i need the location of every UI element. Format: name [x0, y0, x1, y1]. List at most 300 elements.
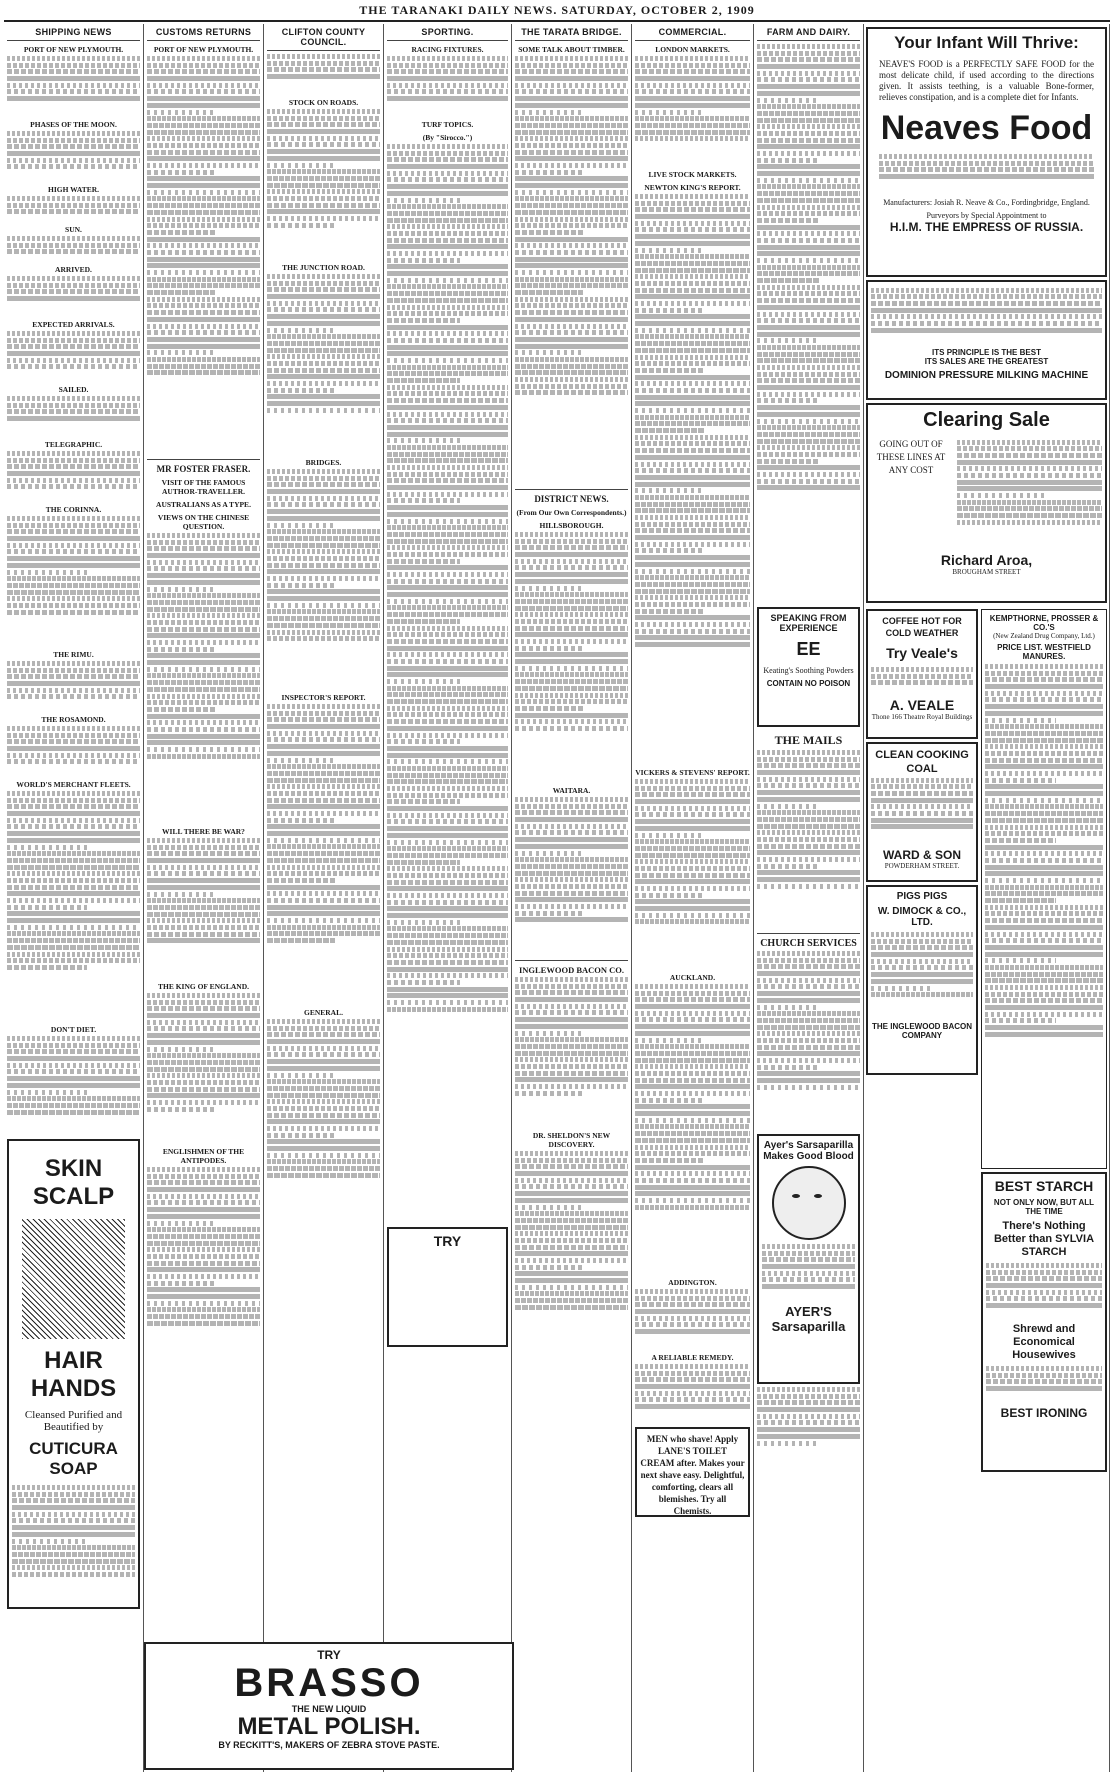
text-line — [635, 214, 750, 219]
text-line — [7, 804, 140, 809]
text-line — [147, 1200, 260, 1205]
text-line — [147, 720, 260, 725]
text-line — [267, 469, 380, 474]
text-line — [267, 529, 380, 534]
text-line — [387, 458, 508, 463]
text-line — [267, 536, 380, 541]
text-line — [515, 89, 628, 94]
text-line — [985, 758, 1103, 763]
text-line — [267, 791, 380, 796]
text-line — [635, 1391, 750, 1396]
text-line — [267, 116, 380, 121]
text-line — [147, 1047, 215, 1052]
text-line — [267, 163, 335, 168]
text-line — [515, 1031, 583, 1036]
text-line — [515, 911, 583, 916]
text-line — [387, 947, 508, 952]
text-line — [387, 498, 460, 503]
text-line — [985, 985, 1103, 990]
text-line — [387, 358, 508, 363]
text-line — [7, 733, 140, 738]
text-line — [985, 838, 1056, 843]
ad-headline: HAIR HANDS — [30, 1347, 117, 1402]
text-line — [267, 401, 380, 406]
text-line — [147, 196, 260, 201]
text-line — [635, 548, 704, 553]
column-tarata — [512, 24, 632, 1772]
text-line — [515, 223, 628, 228]
text-line — [267, 885, 380, 890]
text-line — [635, 1289, 750, 1294]
subhead: VISIT OF THE FAMOUS AUTHOR-TRAVELLER. — [161, 478, 246, 496]
text-line — [7, 403, 140, 408]
text-line — [267, 784, 380, 789]
text-line — [7, 811, 140, 816]
clearing-sale-ad — [866, 403, 1107, 603]
ad-tagline: NEAVE'S FOOD is a PERFECTLY SAFE FOOD for the most delicate child, if used according to the directions given. It assists teething, is a valuable Bone-former, relieves constipation, and is a complete diet for Infants. — [879, 59, 1094, 102]
text-line — [635, 629, 750, 634]
text-line — [985, 697, 1103, 702]
text-line — [635, 589, 750, 594]
text-line — [387, 418, 508, 423]
text-line — [7, 138, 140, 143]
article-body — [515, 532, 628, 782]
text-line — [387, 157, 508, 162]
text-line — [147, 1026, 260, 1031]
text-line — [635, 1316, 750, 1321]
ad-headline: Clearing Sale — [923, 409, 1050, 431]
text-line — [635, 83, 750, 88]
text-line — [147, 938, 260, 943]
sylvia-starch-ad — [981, 1172, 1107, 1472]
text-line — [267, 771, 380, 776]
text-line — [515, 190, 628, 195]
subhead: PORT OF NEW PLYMOUTH. — [153, 45, 254, 54]
text-line — [267, 203, 380, 208]
text-line — [757, 964, 860, 969]
text-line — [147, 540, 260, 545]
text-line — [757, 171, 860, 176]
subhead: EXPECTED ARRIVALS. — [32, 320, 115, 329]
text-line — [267, 321, 380, 326]
text-line — [387, 686, 508, 691]
text-line — [147, 1321, 260, 1326]
text-line — [147, 1261, 260, 1266]
text-line — [871, 778, 973, 783]
text-line — [757, 419, 860, 424]
text-line — [985, 965, 1103, 970]
text-line — [635, 779, 750, 784]
text-line — [387, 545, 508, 550]
text-line — [387, 753, 508, 758]
text-line — [147, 925, 260, 930]
text-line — [7, 931, 140, 936]
text-line — [147, 290, 215, 295]
brasso-banner — [144, 1642, 514, 1770]
text-line — [147, 250, 260, 255]
text-line — [757, 291, 860, 296]
text-line — [267, 209, 380, 214]
text-line — [12, 1498, 135, 1503]
text-line — [757, 71, 860, 76]
article-body — [7, 396, 140, 436]
text-line — [985, 858, 1103, 863]
text-line — [7, 865, 140, 870]
text-line — [635, 1058, 750, 1063]
text-line — [515, 250, 628, 255]
text-line — [7, 688, 140, 693]
text-line — [515, 1205, 583, 1210]
text-line — [515, 639, 628, 644]
text-line — [387, 860, 460, 865]
text-line — [387, 505, 508, 510]
masthead: THE TARANAKI DAILY NEWS. SATURDAY, OCTOBER 2, 1909 — [4, 0, 1110, 22]
text-line — [635, 508, 750, 513]
text-line — [515, 884, 628, 889]
text-line — [147, 1281, 215, 1286]
text-line — [635, 826, 750, 831]
text-line — [147, 1241, 260, 1246]
text-line — [871, 308, 1102, 313]
text-line — [635, 110, 704, 115]
text-line — [387, 478, 508, 483]
text-line — [267, 381, 380, 386]
price-list — [985, 664, 1103, 1134]
text-line — [879, 167, 1094, 172]
text-line — [267, 156, 380, 161]
subhead: VIEWS ON THE CHINESE QUESTION. — [157, 513, 250, 531]
ad-address: Thone 166 Theatre Royal Buildings — [871, 713, 973, 721]
article-body — [267, 1019, 380, 1219]
text-line — [267, 811, 380, 816]
text-line — [635, 1138, 750, 1143]
text-line — [635, 1178, 750, 1183]
text-line — [147, 1221, 215, 1226]
kempthorne-ad — [981, 609, 1107, 1169]
text-line — [986, 1270, 1102, 1275]
text-line — [635, 475, 750, 480]
text-line — [757, 205, 860, 210]
text-line — [515, 150, 628, 155]
text-line — [147, 130, 260, 135]
text-line — [147, 357, 260, 362]
text-line — [387, 853, 508, 858]
text-line — [757, 837, 860, 842]
text-line — [267, 287, 380, 292]
ad-product: Keating's Soothing Powders — [763, 666, 854, 675]
text-line — [7, 570, 87, 575]
text-line — [635, 1098, 704, 1103]
text-line — [985, 851, 1103, 856]
text-line — [147, 1254, 260, 1259]
text-line — [147, 230, 215, 235]
text-line — [147, 76, 260, 81]
subhead: THE CORINNA. — [45, 505, 102, 514]
text-line — [635, 1124, 750, 1129]
text-line — [515, 897, 628, 902]
text-line — [7, 344, 140, 349]
text-line — [515, 130, 628, 135]
text-line — [147, 593, 260, 598]
text-line — [387, 325, 508, 330]
text-line — [147, 566, 260, 571]
ad-royal: Purveyors by Special Appointment to — [926, 211, 1047, 220]
text-line — [635, 207, 750, 212]
milking-machine-ad — [866, 280, 1107, 400]
text-line — [515, 344, 628, 349]
ad-try: Try Veale's — [886, 645, 958, 661]
text-line — [879, 174, 1094, 179]
text-line — [635, 63, 750, 68]
text-line — [12, 1552, 135, 1557]
text-line — [985, 958, 1056, 963]
text-line — [515, 290, 583, 295]
text-line — [147, 993, 260, 998]
text-line — [757, 844, 860, 849]
text-line — [267, 216, 380, 221]
text-line — [387, 251, 508, 256]
article-body — [267, 704, 380, 1004]
text-line — [757, 1427, 860, 1432]
text-line — [635, 1031, 750, 1036]
text-line — [515, 579, 628, 584]
text-line — [387, 305, 508, 310]
text-line — [12, 1525, 135, 1530]
text-line — [387, 345, 508, 350]
text-line — [515, 1231, 628, 1236]
text-line — [147, 871, 260, 876]
text-line — [267, 911, 380, 916]
text-line — [757, 998, 860, 1003]
article-body — [635, 984, 750, 1274]
ad-body — [871, 932, 973, 1022]
text-line — [635, 248, 704, 253]
text-line — [515, 1245, 628, 1250]
text-line — [267, 307, 380, 312]
text-line — [387, 953, 508, 958]
text-line — [985, 905, 1103, 910]
text-line — [871, 804, 973, 809]
text-line — [147, 647, 215, 652]
text-line — [7, 753, 140, 758]
text-line — [387, 920, 460, 925]
ad-polish: METAL POLISH. — [237, 1713, 421, 1740]
text-line — [12, 1572, 135, 1577]
text-line — [515, 1225, 628, 1230]
text-line — [871, 301, 1102, 306]
text-line — [757, 877, 860, 882]
subhead: ENGLISHMEN OF THE ANTIPODES. — [162, 1147, 245, 1165]
text-line — [387, 933, 508, 938]
text-line — [635, 535, 750, 540]
text-line — [147, 740, 260, 745]
text-line — [267, 341, 380, 346]
text-line — [267, 109, 380, 114]
text-line — [267, 394, 380, 399]
text-line — [635, 522, 750, 527]
text-line — [985, 998, 1103, 1003]
text-line — [635, 1165, 750, 1170]
text-line — [147, 553, 260, 558]
text-line — [635, 375, 750, 380]
text-line — [757, 777, 860, 782]
text-line — [267, 798, 380, 803]
text-line — [515, 699, 628, 704]
text-line — [635, 69, 750, 74]
text-line — [387, 626, 508, 631]
text-line — [985, 704, 1103, 709]
ad-headline: Ayer's Sarsaparilla Makes Good Blood — [763, 1140, 854, 1162]
text-line — [757, 151, 860, 156]
article-body — [7, 726, 140, 776]
text-line — [12, 1565, 135, 1570]
text-line — [985, 751, 1103, 756]
text-line — [757, 432, 860, 437]
text-line — [7, 891, 140, 896]
text-line — [387, 599, 508, 604]
text-line — [147, 1187, 260, 1192]
text-line — [267, 274, 380, 279]
text-line — [515, 565, 628, 570]
neaves-food-ad — [866, 27, 1107, 277]
text-line — [757, 1071, 860, 1076]
text-line — [387, 56, 508, 61]
text-line — [387, 445, 508, 450]
text-line — [757, 271, 860, 276]
text-line — [147, 734, 260, 739]
text-line — [515, 532, 628, 537]
text-line — [757, 1420, 860, 1425]
text-line — [635, 395, 750, 400]
text-line — [635, 1185, 750, 1190]
text-line — [757, 231, 860, 236]
text-line — [757, 951, 860, 956]
text-line — [635, 853, 750, 858]
text-line — [267, 804, 380, 809]
text-line — [7, 478, 140, 483]
text-line — [387, 171, 508, 176]
lanes-cream-ad — [635, 1427, 750, 1517]
text-line — [387, 819, 508, 824]
text-line — [871, 818, 973, 823]
text-line — [387, 826, 508, 831]
text-line — [515, 257, 628, 262]
text-line — [635, 368, 704, 373]
text-line — [757, 1045, 860, 1050]
text-line — [515, 666, 628, 671]
text-line — [985, 898, 1056, 903]
subhead: SOME TALK ABOUT TIMBER. — [518, 45, 625, 54]
text-line — [635, 294, 750, 299]
text-line — [387, 605, 508, 610]
text-line — [7, 858, 140, 863]
text-line — [635, 906, 750, 911]
text-line — [387, 572, 508, 577]
text-line — [757, 750, 860, 755]
text-line — [985, 771, 1103, 776]
text-line — [7, 918, 140, 923]
ad-maker: BY RECKITT'S, MAKERS OF ZEBRA STOVE PASTE. — [218, 1740, 440, 1750]
text-line — [515, 672, 628, 677]
text-line — [515, 384, 628, 389]
text-line — [757, 238, 860, 243]
text-line — [635, 462, 750, 467]
text-line — [757, 864, 819, 869]
text-line — [147, 1314, 260, 1319]
text-line — [515, 317, 628, 322]
text-line — [147, 533, 260, 538]
text-line — [7, 1069, 140, 1074]
text-line — [635, 1038, 704, 1043]
text-line — [635, 415, 750, 420]
text-line — [985, 798, 1103, 803]
text-line — [147, 653, 260, 658]
text-line — [515, 1091, 583, 1096]
text-line — [267, 609, 380, 614]
text-line — [7, 958, 140, 963]
ad-brand: DOMINION PRESSURE MILKING MACHINE — [884, 369, 1089, 381]
text-line — [757, 285, 860, 290]
text-line — [267, 938, 335, 943]
text-line — [515, 871, 628, 876]
text-line — [635, 254, 750, 259]
text-line — [147, 163, 260, 168]
text-line — [635, 194, 750, 199]
text-line — [635, 1364, 750, 1369]
text-line — [635, 1064, 750, 1069]
text-line — [515, 1057, 628, 1062]
text-line — [762, 1251, 855, 1256]
text-line — [267, 851, 380, 856]
text-line — [635, 1171, 750, 1176]
text-line — [635, 234, 750, 239]
text-line — [515, 270, 628, 275]
ad-headline: BEST STARCH — [994, 1178, 1094, 1194]
text-line — [986, 1283, 1102, 1288]
text-line — [515, 837, 628, 842]
text-line — [635, 542, 750, 547]
text-line — [267, 630, 380, 635]
subhead: INGLEWOOD BACON CO. — [518, 965, 625, 975]
text-line — [147, 243, 260, 248]
subhead: LIVE STOCK MARKETS. — [648, 170, 737, 179]
text-line — [267, 523, 335, 528]
text-line — [387, 699, 508, 704]
column-ads — [864, 24, 1110, 1772]
text-line — [515, 1171, 628, 1176]
text-line — [957, 466, 1102, 471]
coffee-ad — [866, 609, 978, 739]
text-line — [267, 74, 380, 79]
text-line — [871, 965, 973, 970]
text-line — [871, 945, 973, 950]
text-line — [757, 398, 819, 403]
text-line — [957, 493, 1044, 498]
text-line — [387, 786, 508, 791]
text-line — [871, 798, 973, 803]
text-line — [515, 337, 628, 342]
text-line — [267, 931, 380, 936]
ad-street: BROUGHAM STREET — [952, 568, 1021, 576]
text-line — [267, 764, 380, 769]
text-line — [147, 257, 260, 262]
text-line — [7, 164, 140, 169]
text-line — [147, 1167, 260, 1172]
text-line — [635, 1017, 750, 1022]
text-line — [7, 818, 140, 823]
text-line — [635, 622, 750, 627]
text-line — [762, 1257, 855, 1262]
